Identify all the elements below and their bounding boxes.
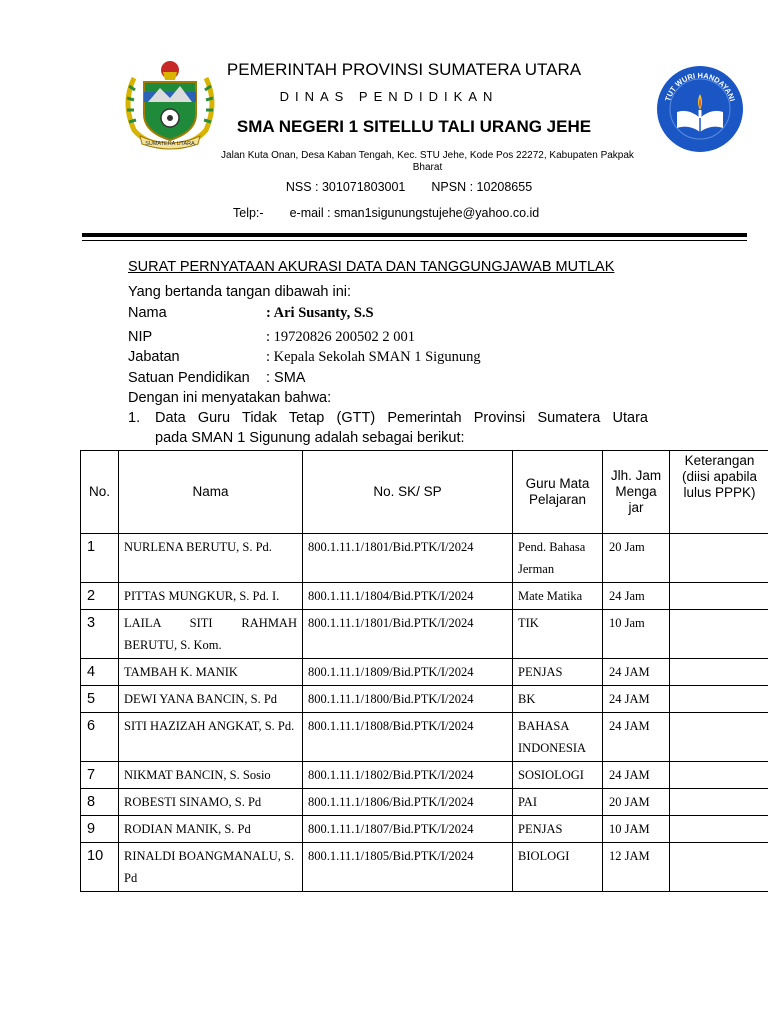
statement-text: Dengan ini menyatakan bahwa:: [128, 390, 332, 406]
cell-mapel: BIOLOGI: [513, 843, 603, 892]
cell-sk: 800.1.11.1/1804/Bid.PTK/I/2024: [303, 583, 513, 610]
table-row: [81, 789, 768, 816]
item-text-line1: Data Guru Tidak Tetap (GTT) Pemerintah Provinsi Sumatera Utara: [155, 410, 648, 426]
cell-nama: SITI HAZIZAH ANGKAT, S. Pd.: [119, 713, 303, 762]
cell-no: 7: [81, 762, 119, 789]
cell-mapel: BAHASA INDONESIA: [513, 713, 603, 762]
telephone: Telp:-: [233, 206, 264, 220]
cell-no: 8: [81, 789, 119, 816]
cell-mapel: PENJAS: [513, 659, 603, 686]
cell-mapel: Mate Matika: [513, 583, 603, 610]
cell-sk: 800.1.11.1/1806/Bid.PTK/I/2024: [303, 789, 513, 816]
cell-sk: 800.1.11.1/1801/Bid.PTK/I/2024: [303, 534, 513, 583]
col-header-no: No.: [81, 451, 119, 534]
field-value-jabatan: : Kepala Sekolah SMAN 1 Sigunung: [266, 349, 481, 365]
cell-keterangan: [670, 583, 768, 610]
cell-mapel: Pend. Bahasa Jerman: [513, 534, 603, 583]
table-row: [81, 713, 768, 762]
field-value-nip: : 19720826 200502 2 001: [266, 329, 416, 345]
table-row: [81, 762, 768, 789]
npsn-number: NPSN : 10208655: [431, 180, 533, 194]
cell-keterangan: [670, 610, 768, 659]
cell-jam: 10 JAM: [603, 816, 670, 843]
cell-jam: 24 JAM: [603, 762, 670, 789]
cell-jam: 12 JAM: [603, 843, 670, 892]
cell-no: 3: [81, 610, 119, 659]
field-label-satuan: Satuan Pendidikan: [128, 370, 250, 386]
cell-keterangan: [670, 789, 768, 816]
cell-nama: ROBESTI SINAMO, S. Pd: [119, 789, 303, 816]
field-label-nip: NIP: [128, 329, 153, 345]
table-row: [81, 583, 768, 610]
cell-sk: 800.1.11.1/1807/Bid.PTK/I/2024: [303, 816, 513, 843]
cell-nama: NIKMAT BANCIN, S. Sosio: [119, 762, 303, 789]
cell-sk: 800.1.11.1/1801/Bid.PTK/I/2024: [303, 610, 513, 659]
cell-keterangan: [670, 816, 768, 843]
cell-nama: PITTAS MUNGKUR, S. Pd. I.: [119, 583, 303, 610]
cell-no: 4: [81, 659, 119, 686]
col-header-jam: Jlh. Jam Menga jar: [603, 451, 670, 534]
cell-sk: 800.1.11.1/1805/Bid.PTK/I/2024: [303, 843, 513, 892]
cell-nama: LAILA SITI RAHMAH BERUTU, S. Kom.: [119, 610, 303, 659]
intro-text: Yang bertanda tangan dibawah ini:: [128, 284, 352, 300]
cell-jam: 20 Jam: [603, 534, 670, 583]
letterhead-divider-thin: [82, 240, 747, 241]
table-row: [81, 816, 768, 843]
emblem-banner-text: SUMATERA UTARA: [145, 141, 195, 147]
cell-nama: DEWI YANA BANCIN, S. Pd: [119, 686, 303, 713]
field-label-jabatan: Jabatan: [128, 349, 180, 365]
cell-no: 9: [81, 816, 119, 843]
cell-mapel: PENJAS: [513, 816, 603, 843]
col-header-mapel: Guru Mata Pelajaran: [513, 451, 603, 534]
col-header-keterangan: Keterangan (diisi apabila lulus PPPK): [670, 451, 768, 534]
cell-jam: 24 JAM: [603, 686, 670, 713]
school-name: SMA NEGERI 1 SITELLU TALI URANG JEHE: [236, 117, 592, 136]
cell-no: 6: [81, 713, 119, 762]
table-row: [81, 610, 768, 659]
cell-jam: 24 Jam: [603, 583, 670, 610]
cell-nama: NURLENA BERUTU, S. Pd.: [119, 534, 303, 583]
cell-jam: 24 JAM: [603, 713, 670, 762]
cell-sk: 800.1.11.1/1809/Bid.PTK/I/2024: [303, 659, 513, 686]
cell-nama: RINALDI BOANGMANALU, S. Pd: [119, 843, 303, 892]
cell-keterangan: [670, 686, 768, 713]
cell-keterangan: [670, 713, 768, 762]
field-value-nama: : Ari Susanty, S.S: [266, 305, 374, 321]
item-text-line2: pada SMAN 1 Sigunung adalah sebagai berikut:: [155, 430, 465, 446]
cell-keterangan: [670, 762, 768, 789]
cell-no: 10: [81, 843, 119, 892]
table-header-row: [81, 451, 768, 534]
cell-mapel: TIK: [513, 610, 603, 659]
cell-nama: RODIAN MANIK, S. Pd: [119, 816, 303, 843]
cell-keterangan: [670, 659, 768, 686]
contact-line: [233, 206, 539, 220]
cell-keterangan: [670, 843, 768, 892]
col-header-sk: No. SK/ SP: [303, 451, 513, 534]
cell-mapel: PAI: [513, 789, 603, 816]
cell-mapel: SOSIOLOGI: [513, 762, 603, 789]
col-header-nama: Nama: [119, 451, 303, 534]
cell-jam: 24 JAM: [603, 659, 670, 686]
logo-arc-text: TUT WURI HANDAYANI: [663, 70, 737, 103]
table-row: [81, 686, 768, 713]
cell-keterangan: [670, 534, 768, 583]
item-number: 1.: [128, 410, 141, 426]
cell-jam: 10 Jam: [603, 610, 670, 659]
school-address: Jalan Kuta Onan, Desa Kaban Tengah, Kec. STU Jehe, Kode Pos 22272, Kabupaten Pakpak Bharat: [221, 150, 634, 173]
email-address: e-mail : sman1sigunungstujehe@yahoo.co.id: [289, 206, 540, 220]
field-label-nama: Nama: [128, 305, 167, 321]
cell-sk: 800.1.11.1/1802/Bid.PTK/I/2024: [303, 762, 513, 789]
cell-jam: 20 JAM: [603, 789, 670, 816]
cell-nama: TAMBAH K. MANIK: [119, 659, 303, 686]
cell-mapel: BK: [513, 686, 603, 713]
nss-number: NSS : 301071803001: [285, 180, 406, 194]
field-value-satuan: : SMA: [266, 370, 306, 386]
cell-no: 2: [81, 583, 119, 610]
table-row: [81, 843, 768, 892]
table-row: [81, 534, 768, 583]
cell-no: 5: [81, 686, 119, 713]
table-row: [81, 659, 768, 686]
gtt-teacher-table: [80, 450, 768, 892]
letterhead-divider-thick: [82, 233, 747, 237]
cell-no: 1: [81, 534, 119, 583]
government-name: PEMERINTAH PROVINSI SUMATERA UTARA: [226, 60, 582, 79]
agency-name: DINAS PENDIDIKAN: [279, 89, 499, 104]
cell-sk: 800.1.11.1/1800/Bid.PTK/I/2024: [303, 686, 513, 713]
school-ids: [0, 180, 768, 194]
letter-title: SURAT PERNYATAAN AKURASI DATA DAN TANGGUNGJAWAB MUTLAK: [128, 259, 615, 275]
cell-sk: 800.1.11.1/1808/Bid.PTK/I/2024: [303, 713, 513, 762]
